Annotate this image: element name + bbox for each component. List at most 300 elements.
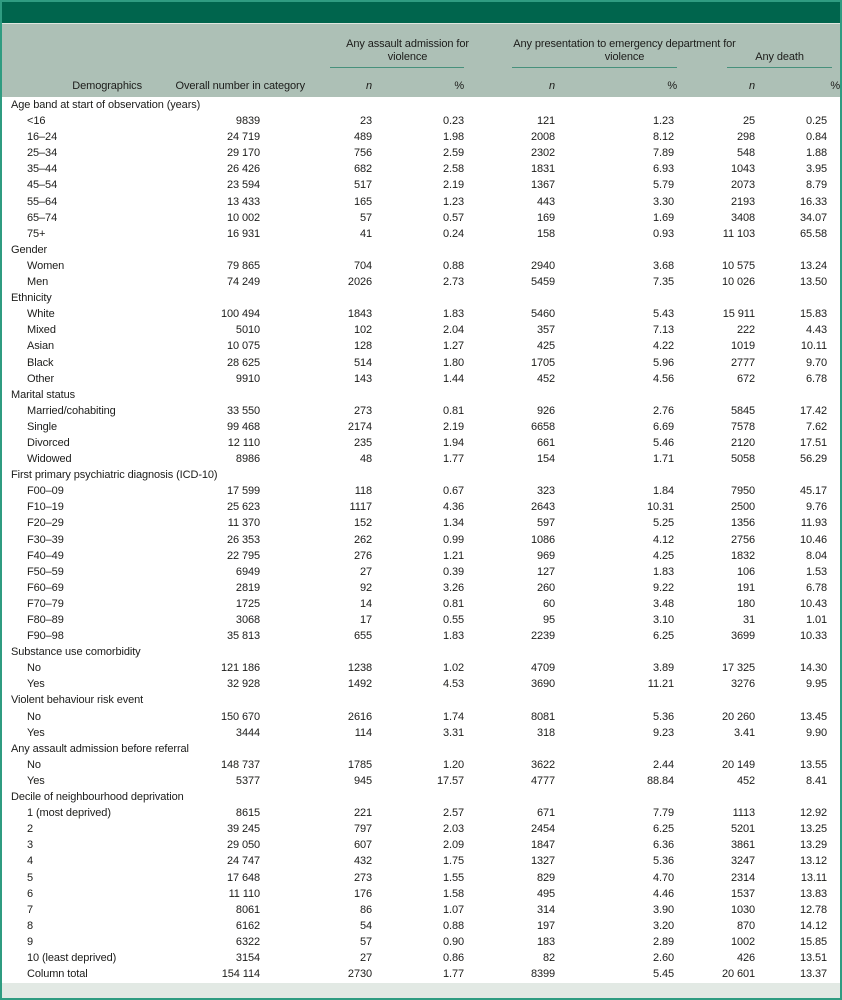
- cell-value: 13.29: [800, 839, 828, 852]
- cell-value: 597: [536, 517, 556, 530]
- cell-value: 1.98: [443, 131, 465, 144]
- cell-value: 1.58: [443, 887, 465, 900]
- cell-value: 1.83: [653, 565, 675, 578]
- column-header-row: [2, 68, 840, 97]
- section-row: [2, 290, 840, 306]
- cell-value: 3.41: [734, 726, 756, 739]
- cell-value: 2.44: [653, 758, 675, 771]
- cell-value: 926: [536, 404, 556, 417]
- cell-value: 14: [359, 597, 372, 610]
- cell-value: 17.42: [800, 404, 828, 417]
- section-label: Any assault admission before referral: [11, 742, 189, 755]
- cell-value: 1831: [530, 163, 556, 176]
- cell-value: 13.45: [800, 710, 828, 723]
- table-row: [2, 258, 840, 274]
- cell-value: 7.35: [653, 276, 675, 289]
- cell-value: 8.12: [653, 131, 675, 144]
- cell-value: 9.90: [806, 726, 828, 739]
- cell-value: 6949: [235, 565, 260, 578]
- table-row: [2, 194, 840, 210]
- cell-value: 121 186: [220, 662, 260, 675]
- cell-value: 128: [353, 340, 372, 353]
- cell-value: 31: [742, 614, 756, 626]
- table-row: [2, 950, 840, 966]
- cell-value: 74 249: [226, 276, 260, 289]
- table-row: [2, 403, 840, 419]
- cell-value: 10.43: [800, 597, 828, 610]
- cell-value: 29 050: [226, 839, 260, 852]
- cell-value: 12 110: [227, 436, 260, 449]
- cell-value: 4.25: [653, 549, 675, 562]
- cell-value: 489: [353, 131, 372, 144]
- row-label: Black: [27, 356, 54, 369]
- section-label: Gender: [11, 243, 48, 256]
- cell-value: 8.41: [806, 774, 828, 787]
- table-row: [2, 870, 840, 886]
- column-group-assault-admission: Any assault admission for violence: [330, 38, 485, 68]
- demographics-table: [2, 24, 840, 982]
- cell-value: 165: [353, 195, 372, 208]
- cell-value: 14.12: [800, 919, 828, 932]
- cell-value: 9.76: [806, 501, 828, 514]
- cell-value: 24 719: [226, 131, 260, 144]
- table-row: [2, 371, 840, 387]
- cell-value: 323: [536, 485, 556, 498]
- cell-value: 152: [353, 517, 372, 530]
- cell-value: 5201: [730, 823, 756, 836]
- death-pct-header: %: [755, 68, 840, 97]
- cell-value: 45.17: [800, 485, 828, 498]
- section-row: [2, 97, 840, 113]
- table-row: [2, 596, 840, 612]
- cell-value: 4.22: [653, 340, 675, 353]
- cell-value: 2.03: [443, 823, 465, 836]
- cell-value: 672: [736, 372, 756, 385]
- cell-value: 3699: [730, 630, 756, 643]
- table-row: [2, 177, 840, 193]
- ed-pct-header: %: [555, 68, 677, 97]
- cell-value: 1.69: [653, 211, 675, 224]
- cell-value: 1.07: [443, 903, 465, 916]
- cell-value: 8615: [235, 807, 260, 820]
- cell-value: 54: [359, 919, 372, 932]
- cell-value: 314: [536, 903, 556, 916]
- section-label: Age band at start of observation (years): [11, 99, 201, 111]
- cell-value: 1327: [530, 855, 556, 868]
- section-label: Violent behaviour risk event: [11, 694, 144, 707]
- row-label: Mixed: [27, 324, 56, 337]
- cell-value: 5845: [730, 404, 756, 417]
- cell-value: 17: [359, 614, 372, 626]
- table-row: [2, 564, 840, 580]
- cell-value: 5.43: [653, 308, 675, 321]
- row-label: 5: [27, 871, 34, 884]
- table-row: [2, 580, 840, 596]
- table-row: [2, 210, 840, 226]
- row-label: F50–59: [27, 565, 64, 578]
- cell-value: 10 575: [721, 259, 756, 272]
- cell-value: 102: [353, 324, 372, 337]
- cell-value: 1785: [347, 758, 372, 771]
- cell-value: 150 670: [220, 710, 260, 723]
- cell-value: 0.86: [443, 951, 465, 964]
- cell-value: 3622: [530, 758, 556, 771]
- cell-value: 88.84: [646, 774, 675, 787]
- table-body: [2, 97, 840, 982]
- cell-value: 452: [536, 372, 556, 385]
- cell-value: 3.68: [653, 259, 675, 272]
- cell-value: 7.13: [653, 324, 675, 337]
- cell-value: 118: [354, 485, 372, 498]
- cell-value: 1.77: [443, 968, 465, 981]
- table-row: [2, 773, 840, 789]
- cell-value: 0.39: [443, 565, 465, 578]
- table-row: [2, 338, 840, 354]
- cell-value: 13.83: [800, 887, 828, 900]
- table-row: [2, 805, 840, 821]
- cell-value: 114: [354, 726, 372, 739]
- cell-value: 0.23: [443, 115, 465, 128]
- cell-value: 13.55: [800, 758, 828, 771]
- cell-value: 23 594: [226, 179, 260, 192]
- cell-value: 10 075: [226, 340, 260, 353]
- cell-value: 661: [536, 436, 556, 449]
- column-total-row: [2, 966, 840, 982]
- table-row: [2, 660, 840, 676]
- cell-value: 514: [353, 356, 372, 369]
- cell-value: 5460: [530, 308, 556, 321]
- cell-value: 8.04: [806, 549, 828, 562]
- section-label: Marital status: [11, 388, 76, 401]
- cell-value: 2643: [530, 501, 556, 514]
- table-row: [2, 934, 840, 950]
- cell-value: 1.27: [443, 340, 465, 353]
- cell-value: 3.20: [653, 919, 675, 932]
- cell-value: 0.90: [443, 935, 465, 948]
- table-row: [2, 918, 840, 934]
- cell-value: 8081: [530, 710, 556, 723]
- cell-value: 11 103: [722, 227, 756, 240]
- cell-value: 6322: [235, 935, 260, 948]
- cell-value: 2.76: [653, 404, 675, 417]
- cell-value: 495: [536, 887, 556, 900]
- cell-value: 1.44: [443, 372, 465, 385]
- cell-value: 1537: [730, 887, 756, 900]
- cell-value: 704: [353, 259, 372, 272]
- cell-value: 2239: [530, 630, 556, 643]
- cell-value: 2314: [730, 871, 756, 884]
- cell-value: 5.96: [653, 356, 675, 369]
- overall-number-header: Overall number in category: [142, 68, 305, 97]
- row-label: 75+: [27, 227, 46, 240]
- cell-value: 1705: [530, 356, 556, 369]
- cell-value: 4.12: [653, 533, 675, 546]
- cell-value: 3.89: [653, 662, 675, 675]
- cell-value: 2302: [530, 147, 556, 160]
- cell-value: 82: [542, 951, 556, 964]
- row-label: 8: [27, 919, 34, 932]
- cell-value: 1086: [530, 533, 556, 546]
- table-row: [2, 113, 840, 129]
- table-row: [2, 515, 840, 531]
- cell-value: 39 245: [226, 823, 260, 836]
- table-row: [2, 725, 840, 741]
- cell-value: 969: [536, 549, 556, 562]
- cell-value: 183: [536, 935, 556, 948]
- cell-value: 452: [736, 774, 756, 787]
- cell-value: 1.75: [443, 855, 465, 868]
- cell-value: 127: [536, 565, 556, 578]
- cell-value: 2.04: [443, 324, 465, 337]
- table-row: [2, 532, 840, 548]
- cell-value: 4.53: [443, 678, 465, 691]
- cell-value: 148 737: [220, 758, 260, 771]
- section-label: Ethnicity: [11, 292, 52, 305]
- cell-value: 13.25: [800, 823, 828, 836]
- cell-value: 197: [536, 919, 556, 932]
- cell-value: 1.23: [443, 195, 465, 208]
- cell-value: 14.30: [800, 662, 828, 675]
- cell-value: 4.46: [653, 887, 675, 900]
- cell-value: 2.73: [443, 276, 465, 289]
- cell-value: 8061: [235, 903, 260, 916]
- section-label: Decile of neighbourhood deprivation: [11, 791, 184, 804]
- cell-value: 1043: [730, 163, 756, 176]
- cell-value: 6.78: [806, 581, 828, 594]
- table-row: [2, 612, 840, 628]
- table-row: [2, 145, 840, 161]
- row-label: Women: [27, 259, 65, 272]
- cell-value: 7578: [730, 420, 756, 433]
- cell-value: 57: [359, 935, 372, 948]
- section-row: [2, 387, 840, 403]
- cell-value: 10.11: [800, 340, 828, 353]
- cell-value: 26 426: [226, 163, 260, 176]
- cell-value: 829: [536, 871, 556, 884]
- row-label: Yes: [27, 726, 45, 739]
- cell-value: 13.51: [800, 951, 828, 964]
- cell-value: 27: [359, 565, 372, 578]
- cell-value: 5.79: [653, 179, 675, 192]
- cell-value: 1.55: [443, 871, 465, 884]
- cell-value: 0.88: [443, 259, 465, 272]
- cell-value: 3861: [730, 839, 756, 852]
- cell-value: 3.31: [443, 726, 465, 739]
- cell-value: 6.25: [653, 630, 675, 643]
- cell-value: 2616: [347, 710, 372, 723]
- cell-value: 11 370: [227, 517, 260, 530]
- cell-value: 60: [542, 597, 556, 610]
- table-row: [2, 226, 840, 242]
- demographics-header: Demographics: [2, 68, 142, 97]
- cell-value: 3247: [730, 855, 756, 868]
- cell-value: 9.95: [806, 678, 828, 691]
- cell-value: 9910: [235, 372, 260, 385]
- cell-value: 2.19: [443, 179, 465, 192]
- cell-value: 11.93: [800, 517, 828, 530]
- row-label: 1 (most deprived): [27, 807, 111, 820]
- cell-value: 0.93: [653, 227, 675, 240]
- cell-value: 797: [353, 823, 372, 836]
- section-row: [2, 692, 840, 708]
- cell-value: 10.46: [800, 533, 828, 546]
- cell-value: 25: [742, 115, 756, 128]
- cell-value: 10.33: [800, 630, 828, 643]
- cell-value: 682: [353, 163, 372, 176]
- cell-value: 5010: [235, 324, 260, 337]
- row-label: F60–69: [27, 581, 64, 594]
- cell-value: 17 599: [226, 485, 260, 498]
- row-label: No: [27, 710, 41, 723]
- cell-value: 1847: [530, 839, 556, 852]
- row-label: F10–19: [27, 501, 64, 514]
- cell-value: 1.80: [443, 356, 465, 369]
- cell-value: 7.79: [653, 807, 675, 820]
- cell-value: 143: [353, 372, 372, 385]
- cell-value: 276: [353, 549, 372, 562]
- cell-value: 79 865: [226, 259, 260, 272]
- cell-value: 1.34: [443, 517, 465, 530]
- section-row: [2, 242, 840, 258]
- cell-value: 180: [736, 597, 756, 610]
- cell-value: 22 795: [226, 549, 260, 562]
- cell-value: 4.70: [653, 871, 675, 884]
- cell-value: 9839: [235, 115, 260, 128]
- cell-value: 20 260: [721, 710, 756, 723]
- cell-value: 99 468: [226, 420, 260, 433]
- cell-value: 2026: [347, 276, 372, 289]
- cell-value: 6162: [235, 919, 260, 932]
- row-label: 2: [27, 823, 34, 836]
- table-row: [2, 435, 840, 451]
- cell-value: 517: [353, 179, 372, 192]
- cell-value: 3154: [235, 951, 260, 964]
- cell-value: 1.88: [806, 147, 828, 160]
- row-label: F30–39: [27, 533, 64, 546]
- cell-value: 756: [353, 147, 372, 160]
- table-row: [2, 419, 840, 435]
- cell-value: 235: [353, 436, 372, 449]
- cell-value: 1367: [530, 179, 556, 192]
- cell-value: 1.83: [443, 308, 465, 321]
- cell-value: 222: [736, 324, 756, 337]
- row-label: F80–89: [27, 614, 64, 626]
- cell-value: 2.89: [653, 935, 675, 948]
- row-label: 7: [27, 903, 34, 916]
- cell-value: 8.79: [806, 179, 828, 192]
- cell-value: 65.58: [800, 227, 828, 240]
- table-row: [2, 161, 840, 177]
- row-label: Other: [27, 372, 55, 385]
- cell-value: 15.85: [800, 935, 828, 948]
- table-footer-strip: [2, 983, 840, 1000]
- cell-value: 26 353: [226, 533, 260, 546]
- cell-value: 15.83: [800, 308, 828, 321]
- cell-value: 191: [736, 581, 756, 594]
- cell-value: 2073: [730, 179, 756, 192]
- cell-value: 8986: [235, 453, 260, 466]
- cell-value: 0.55: [443, 614, 465, 626]
- table-row: [2, 548, 840, 564]
- table-row: [2, 274, 840, 290]
- cell-value: 260: [536, 581, 556, 594]
- cell-value: 1.84: [653, 485, 675, 498]
- row-label: Yes: [27, 678, 45, 691]
- row-label: F90–98: [27, 630, 64, 643]
- cell-value: 95: [542, 614, 556, 626]
- cell-value: 48: [359, 453, 372, 466]
- cell-value: 2819: [235, 581, 260, 594]
- cell-value: 5.36: [653, 710, 675, 723]
- row-label: Widowed: [27, 453, 72, 466]
- row-label: 3: [27, 839, 34, 852]
- cell-value: 11 110: [228, 887, 260, 900]
- cell-value: 1113: [732, 807, 756, 820]
- cell-value: 41: [359, 227, 372, 240]
- row-label: 9: [27, 935, 34, 948]
- table-row: [2, 628, 840, 644]
- cell-value: 4.56: [653, 372, 675, 385]
- row-label: Asian: [27, 340, 55, 353]
- cell-value: 2.59: [443, 147, 465, 160]
- section-label: First primary psychiatric diagnosis (ICD-10): [11, 469, 218, 482]
- table-row: [2, 676, 840, 692]
- row-label: Married/cohabiting: [27, 404, 116, 417]
- cell-value: 1.01: [806, 614, 828, 626]
- cell-value: 432: [353, 855, 372, 868]
- row-label: F20–29: [27, 517, 64, 530]
- cell-value: 3.48: [653, 597, 675, 610]
- cell-value: 86: [359, 903, 372, 916]
- cell-value: 17.51: [800, 436, 828, 449]
- cell-value: 2174: [347, 420, 372, 433]
- cell-value: 5459: [530, 276, 556, 289]
- cell-value: 16.33: [800, 195, 828, 208]
- cell-value: 7950: [730, 485, 756, 498]
- section-label: Substance use comorbidity: [11, 646, 141, 659]
- cell-value: 1.77: [443, 453, 465, 466]
- row-label: Yes: [27, 774, 45, 787]
- cell-value: 100 494: [220, 308, 260, 321]
- cell-value: 2777: [730, 356, 756, 369]
- cell-value: 548: [736, 147, 756, 160]
- row-label: F00–09: [27, 485, 64, 498]
- cell-value: 17 648: [226, 871, 260, 884]
- row-label: Column total: [27, 968, 88, 981]
- cell-value: 2193: [730, 195, 756, 208]
- table-row: [2, 886, 840, 902]
- cell-value: 6.69: [653, 420, 675, 433]
- cell-value: 4.43: [806, 324, 828, 337]
- cell-value: 20 601: [721, 968, 756, 981]
- section-row: [2, 741, 840, 757]
- cell-value: 2940: [530, 259, 556, 272]
- cell-value: 12.92: [800, 807, 828, 820]
- cell-value: 0.99: [443, 533, 465, 546]
- cell-value: 6.25: [653, 823, 675, 836]
- cell-value: 0.88: [443, 919, 465, 932]
- cell-value: 3.26: [443, 581, 465, 594]
- row-label: No: [27, 662, 41, 675]
- table-row: [2, 306, 840, 322]
- table-row: [2, 821, 840, 837]
- cell-value: 3068: [235, 614, 260, 626]
- row-label: Men: [27, 276, 49, 289]
- row-label: 25–34: [27, 147, 58, 160]
- cell-value: 1492: [347, 678, 372, 691]
- cell-value: 0.84: [806, 131, 828, 144]
- row-label: Single: [27, 420, 57, 433]
